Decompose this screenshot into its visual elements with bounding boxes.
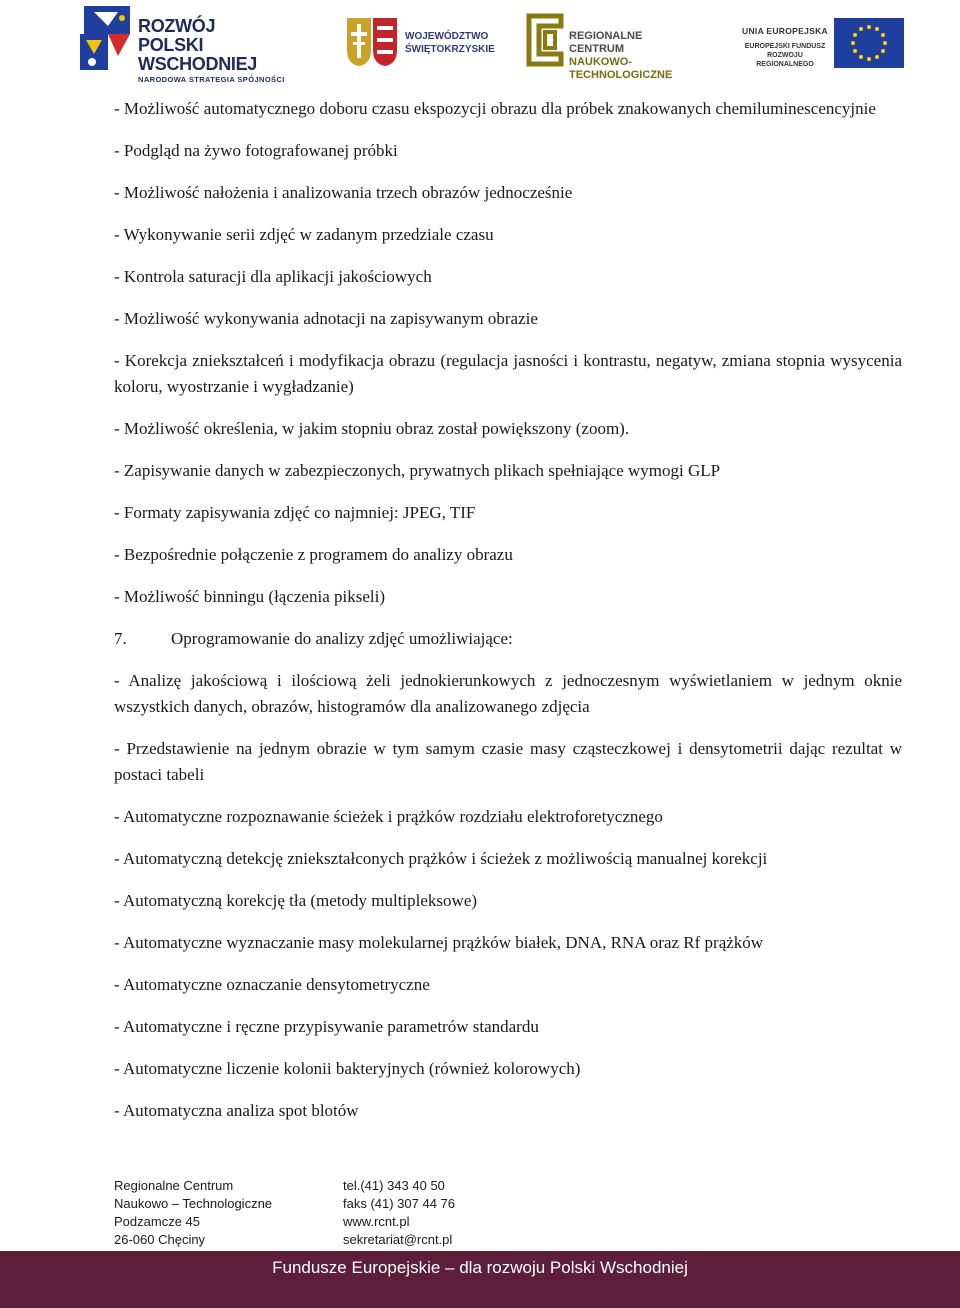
list-item: - Automatyczną korekcję tła (metody multipleksowe): [114, 891, 478, 910]
list-item: - Kontrola saturacji dla aplikacji jakościowych: [114, 267, 432, 286]
list-item: - Automatyczne i ręczne przypisywanie parametrów standardu: [114, 1017, 539, 1036]
section-number: 7.: [114, 629, 127, 648]
address-line: 26-060 Chęciny: [114, 1232, 206, 1247]
ue-line-3: ROZWOJU REGIONALNEGO: [756, 52, 814, 68]
list-item: - Formaty zapisywania zdjęć co najmniej: JPEG, TIF: [114, 503, 476, 522]
footer-contact-details: [343, 1177, 455, 1249]
website-link[interactable]: www.rcnt.pl: [343, 1214, 410, 1229]
list-item: - Przedstawienie na jednym obrazie w tym samym czasie masy cząsteczkowej i densytometrii dając rezultat w postaci tabeli: [114, 739, 902, 784]
email-link[interactable]: sekretariat@rcnt.pl: [343, 1232, 453, 1247]
rcnt-emblem-icon: [525, 12, 565, 68]
list-item: - Automatyczne rozpoznawanie ścieżek i prążków rozdziału elektroforetycznego: [114, 807, 663, 826]
footer-banner: [0, 1251, 960, 1308]
list-item: - Podgląd na żywo fotografowanej próbki: [114, 141, 398, 160]
ue-line-2: EUROPEJSKI FUNDUSZ: [744, 43, 826, 50]
rpw-title-line-1: ROZWÓJ: [138, 16, 216, 36]
list-item: - Możliwość automatycznego doboru czasu ekspozycji obrazu dla próbek znakowanych chemiluminescencyjnie: [114, 99, 876, 118]
list-item: - Automatyczne oznaczanie densytometryczne: [114, 975, 430, 994]
section-heading: [114, 626, 902, 652]
list-item: - Możliwość binningu (łączenia pikseli): [114, 587, 385, 606]
list-item: - Automatyczne wyznaczanie masy molekularnej prążków białek, DNA, RNA oraz Rf prążków: [114, 933, 764, 952]
list-item: - Automatyczną detekcję zniekształconych prążków i ścieżek z możliwością manualnej korekcji: [114, 849, 768, 868]
section-title: Oprogramowanie do analizy zdjęć umożliwiające:: [171, 629, 513, 648]
list-item: - Automatyczne liczenie kolonii bakteryjnych (również kolorowych): [114, 1059, 581, 1078]
rozwoj-polski-wschodniej-logo: [78, 4, 303, 84]
list-item: - Możliwość nałożenia i analizowania trzech obrazów jednocześnie: [114, 183, 573, 202]
phone-number: tel.(41) 343 40 50: [343, 1178, 445, 1193]
rpw-title-line-2: POLSKI WSCHODNIEJ: [138, 35, 258, 74]
voivodeship-coat-of-arms-icon: [345, 16, 399, 68]
fax-number: faks (41) 307 44 76: [343, 1196, 456, 1211]
footer-address: [114, 1177, 272, 1249]
footer-banner-text: Fundusze Europejskie – dla rozwoju Polski Wschodniej: [272, 1258, 688, 1277]
ue-line-1: UNIA EUROPEJSKA: [742, 26, 828, 36]
document-body: [114, 96, 902, 1140]
address-line: Regionalne Centrum: [114, 1178, 234, 1193]
wojewodztwo-swietokrzyskie-logo: [345, 16, 495, 68]
regionalne-centrum-logo: [525, 12, 690, 81]
list-item: - Możliwość określenia, w jakim stopniu obraz został powiększony (zoom).: [114, 419, 630, 438]
list-item: - Automatyczna analiza spot blotów: [114, 1101, 359, 1120]
sw-line-1: WOJEWÓDZTWO: [405, 31, 489, 42]
list-item: - Bezpośrednie połączenie z programem do analizy obrazu: [114, 545, 513, 564]
unia-europejska-logo: [742, 14, 907, 72]
list-item: - Korekcja zniekształceń i modyfikacja obrazu (regulacja jasności i kontrastu, negatyw, zmiana stopnia wysycenia koloru, wyostrzanie i wygładzanie): [114, 351, 902, 396]
list-item: - Możliwość wykonywania adnotacji na zapisywanym obrazie: [114, 309, 538, 328]
header-logos: [0, 0, 960, 84]
eu-flag-icon: [834, 18, 904, 68]
address-line: Naukowo – Technologiczne: [114, 1196, 273, 1211]
sw-line-2: ŚWIĘTOKRZYSKIE: [405, 44, 495, 55]
rpw-emblem-icon: [78, 4, 136, 72]
rpw-subtitle: NARODOWA STRATEGIA SPÓJNOŚCI: [138, 75, 285, 84]
list-item: - Zapisywanie danych w zabezpieczonych, prywatnych plikach spełniające wymogi GLP: [114, 461, 721, 480]
rc-line-2: NAUKOWO-TECHNOLOGICZNE: [569, 56, 673, 81]
list-item: - Wykonywanie serii zdjęć w zadanym przedziale czasu: [114, 225, 494, 244]
list-item: - Analizę jakościową i ilościową żeli jednokierunkowych z jednoczesnym wyświetlaniem w jednym oknie wszystkich danych, obrazów, histogramów dla analizowanego zdjęcia: [114, 671, 902, 716]
rc-line-1: REGIONALNE CENTRUM: [569, 30, 643, 55]
address-line: Podzamcze 45: [114, 1214, 200, 1229]
